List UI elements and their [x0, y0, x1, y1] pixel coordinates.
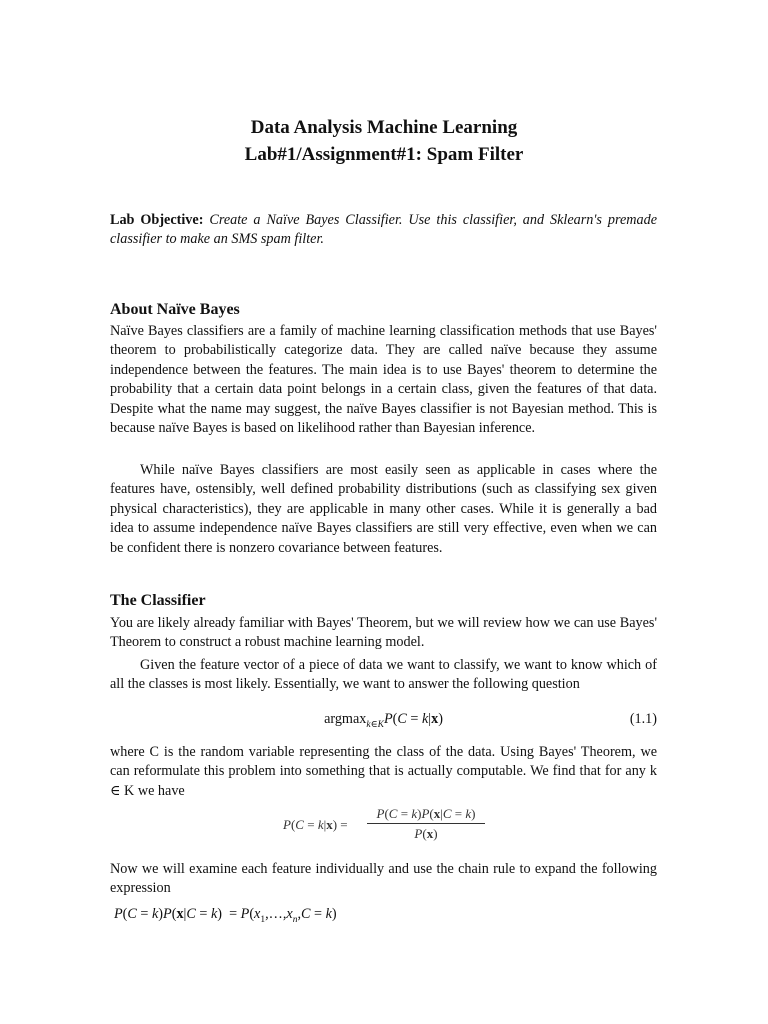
- section-heading-about-naive-bayes: About Naïve Bayes: [110, 301, 240, 318]
- paragraph-about-2: While naïve Bayes classifiers are most easily seen as applicable in cases where the features have, ostensibly, well defined probability distributions (such as classifying sex given physical characteristics), they are applicable in many other cases. While it is generally a bad idea to assume independence naïve Bayes classifiers are still very effective, even when we can be confident there is nonzero covariance between features.: [110, 462, 657, 556]
- document-title-line1: Data Analysis Machine Learning: [250, 117, 518, 138]
- equation-argmax: argmax$_{k\in K}$P(C = k|x): [324, 711, 443, 730]
- document-title-line2: Lab#1/Assignment#1: Spam Filter: [244, 144, 524, 165]
- paragraph-classifier-1: You are likely already familiar with Bayes' Theorem, but we will review how we can use Bayes' Theorem to construct a robust machine learning model.: [110, 615, 657, 651]
- lab-objective: [110, 211, 657, 250]
- objective-label: Lab Objective:: [110, 212, 204, 228]
- equation-number: (1.1): [629, 711, 657, 727]
- paragraph-classifier-3: where C is the random variable representing the class of the data. Using Bayes' Theorem, we can reformulate this problem into something that is actually computable. We find that for any k ∈ K we have: [110, 744, 657, 799]
- objective-text: Create a Naïve Bayes Classifier. Use this classifier, and Sklearn's premade classifier to make an SMS spam filter.: [110, 212, 657, 248]
- paragraph-classifier-4: Now we will examine each feature individually and use the chain rule to expand the following expression: [110, 861, 657, 897]
- section-heading-classifier: The Classifier: [110, 592, 206, 609]
- paragraph-classifier-2: Given the feature vector of a piece of data we want to classify, we want to know which of all the classes is most likely. Essentially, we want to answer the following question: [110, 657, 657, 693]
- paragraph-about-1: Naïve Bayes classifiers are a family of machine learning classification methods that use Bayes' theorem to probabilistically categorize data. They are called naïve because they assume independence between the features. The main idea is to use Bayes' theorem to determine the probability that a certain data point belongs in a certain class, given the features of that data. Despite what the name may suggest, the naïve Bayes classifier is not Bayesian method. This is because naïve Bayes is based on likelihood rather than Bayesian inference.: [110, 323, 657, 437]
- equation-chain-rule: $P(C = k)P(x|C = k) = P(x_1,\dots,x_n,C = k)$: [114, 906, 337, 925]
- equation-bayes-theorem: P(C = k|x) = P(C = k)P(x|C = k) P(x): [283, 805, 493, 845]
